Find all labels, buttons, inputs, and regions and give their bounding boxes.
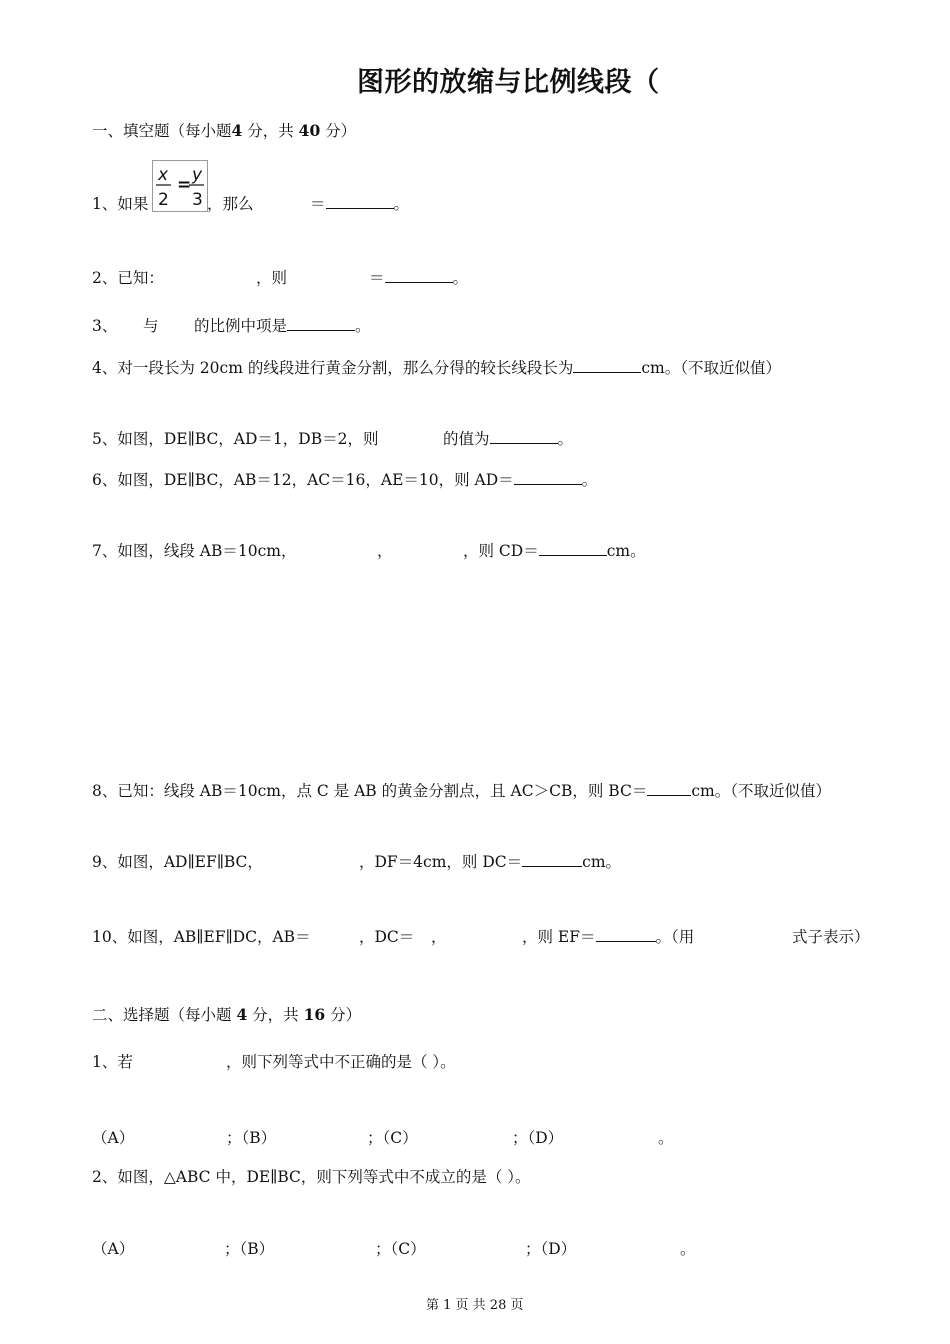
choice-1: 1、若 (92, 1053, 133, 1071)
question-10: 10、如图，AB∥EF∥DC，AB＝ (92, 928, 311, 946)
answer-blank[interactable] (647, 781, 691, 796)
formula-x: x (158, 165, 169, 185)
question-10-c2: ， (431, 928, 447, 946)
choice-2-option-b[interactable]: ；（B） (224, 1240, 275, 1258)
page-title: 图形的放缩与比例线段（ (357, 67, 660, 98)
question-9: 9、如图，AD∥EF∥BC， (92, 853, 263, 871)
choice-1-option-a[interactable]: （A） (92, 1129, 135, 1147)
question-1-answer: ＝ 。 (310, 195, 410, 213)
question-3: 3、 (92, 317, 118, 335)
question-6: 6、如图，DE∥BC，AB＝12，AC＝16，AE＝10，则 AD＝ 。 (92, 471, 598, 489)
answer-blank[interactable] (514, 470, 582, 485)
answer-blank[interactable] (385, 268, 453, 283)
question-7-c1: ， (377, 542, 393, 560)
question-9-end: ，DF＝4cm，则 DC＝ cm。 (359, 853, 622, 871)
question-3-mid: 与 (143, 317, 159, 335)
question-10-tail: 式子表示） (792, 928, 870, 946)
question-7-end: ，则 CD＝ cm。 (463, 542, 646, 560)
choice-1-end: ，则下列等式中不正确的是（ ）。 (226, 1053, 456, 1071)
question-4: 4、对一段长为 20cm 的线段进行黄金分割，那么分得的较长线段长为 cm。（不取近似值） (92, 359, 781, 377)
choice-1-option-d[interactable]: ；（D） (512, 1129, 564, 1147)
answer-blank[interactable] (539, 541, 607, 556)
page-footer: 第 1 页 共 28 页 (426, 1298, 524, 1313)
question-2-mid: ，则 (256, 269, 288, 287)
choice-1-option-b[interactable]: ；（B） (226, 1129, 277, 1147)
question-1-cont: ，那么 (207, 195, 254, 213)
question-10-answer: ，则 EF＝ 。（用 (522, 928, 695, 946)
answer-blank[interactable] (573, 358, 641, 373)
answer-blank[interactable] (596, 927, 656, 942)
answer-blank[interactable] (326, 194, 394, 209)
ratio-formula-graphic (153, 161, 207, 211)
choice-1-option-c[interactable]: ；（C） (367, 1129, 418, 1147)
question-8: 8、已知：线段 AB＝10cm，点 C 是 AB 的黄金分割点，且 AC＞CB，则 BC＝ cm。（不取近似值） (92, 782, 831, 800)
question-2-answer: ＝ 。 (369, 269, 469, 287)
question-5-end: 的值为 。 (443, 430, 574, 448)
question-7: 7、如图，线段 AB＝10cm， (92, 542, 297, 560)
formula-y: y (192, 165, 203, 185)
question-5: 5、如图，DE∥BC，AD＝1，DB＝2，则 (92, 430, 379, 448)
section-heading-choice: 二、选择题（每小题 4 分，共 16 分） (92, 1005, 362, 1024)
choice-2: 2、如图，△ABC 中，DE∥BC，则下列等式中不成立的是（ ）。 (92, 1168, 531, 1186)
formula-d2: 3 (192, 190, 203, 210)
answer-blank[interactable] (522, 852, 582, 867)
choice-2-end-mark: 。 (680, 1240, 696, 1258)
question-1: 1、如果 (92, 195, 149, 213)
answer-blank[interactable] (287, 316, 355, 331)
formula-image (152, 160, 208, 212)
formula-d1: 2 (158, 190, 169, 210)
choice-2-option-c[interactable]: ；（C） (375, 1240, 426, 1258)
section-heading-fill-in: 一、填空题（每小题4 分，共 40 分） (92, 121, 357, 140)
choice-2-option-a[interactable]: （A） (92, 1240, 135, 1258)
choice-2-option-d[interactable]: ；（D） (525, 1240, 577, 1258)
question-10-c1: ，DC＝ (359, 928, 415, 946)
question-2: 2、已知： (92, 269, 164, 287)
formula-eq: = (177, 175, 192, 195)
answer-blank[interactable] (490, 429, 558, 444)
choice-1-end-mark: 。 (658, 1129, 674, 1147)
question-3-end: 的比例中项是 。 (194, 317, 371, 335)
